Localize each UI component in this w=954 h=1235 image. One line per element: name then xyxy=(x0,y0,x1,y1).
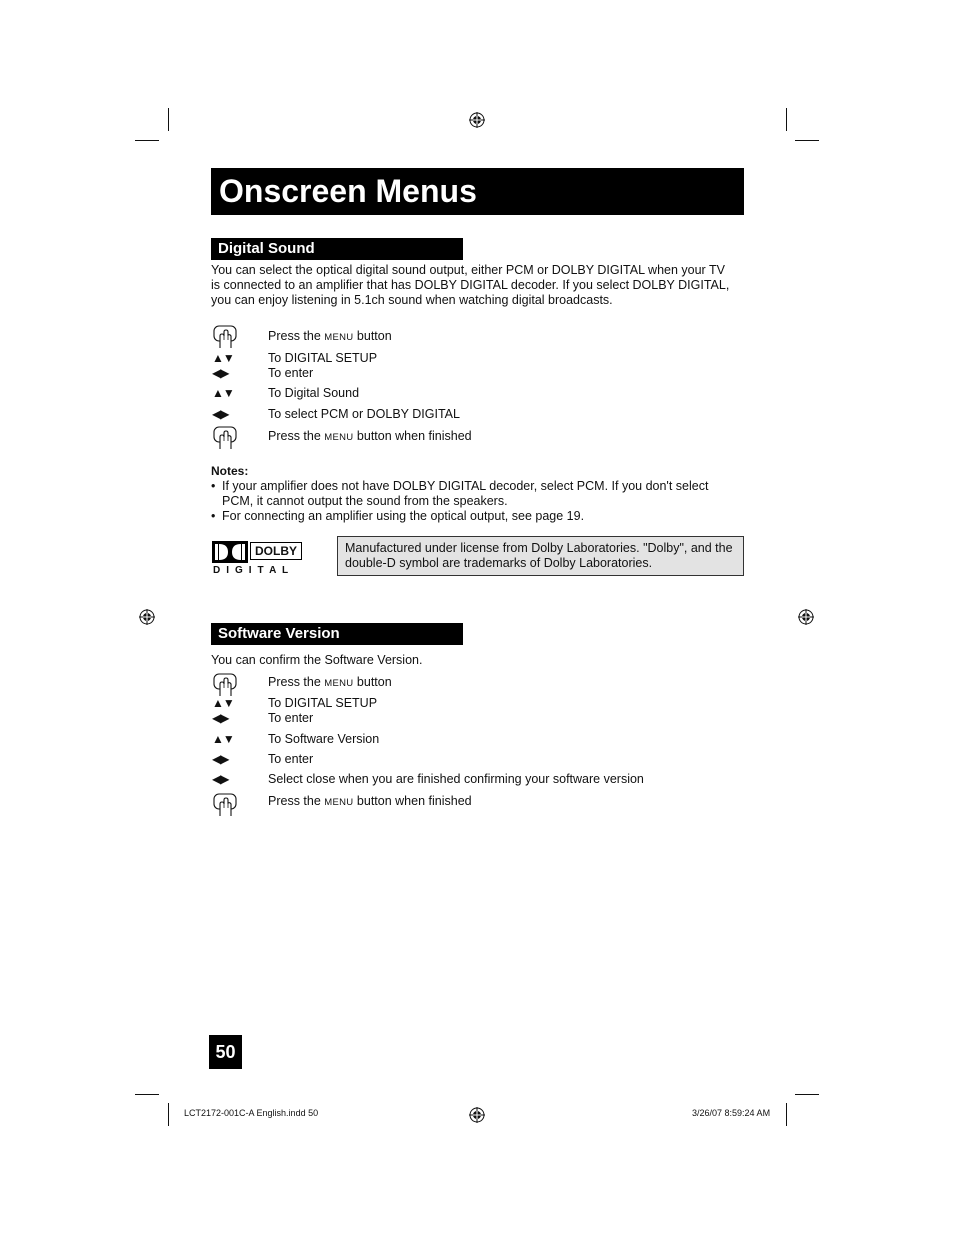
page-title: Onscreen Menus xyxy=(211,168,744,215)
step-digital-setup: To DIGITAL SETUP xyxy=(268,351,378,365)
step-press-menu xyxy=(268,329,392,345)
notes-title: Notes: xyxy=(211,464,249,478)
menu-button-hand-icon xyxy=(212,324,238,350)
menu-key-label: MENU xyxy=(324,797,354,808)
step-enter: To enter xyxy=(268,366,314,380)
step-text: Press the xyxy=(268,675,325,689)
crop-mark xyxy=(795,140,819,141)
note-item xyxy=(211,509,741,524)
bullet: • xyxy=(211,479,216,493)
step-press-menu-finished xyxy=(268,429,472,445)
crop-mark xyxy=(786,108,787,131)
section-heading-digital-sound: Digital Sound xyxy=(211,238,463,260)
registration-mark-icon xyxy=(469,1107,485,1123)
crop-mark xyxy=(786,1103,787,1126)
intro-line: is connected to an amplifier that has DOLBY DIGITAL decoder. If you select DOLBY DIGITAL, xyxy=(211,278,730,292)
crop-mark xyxy=(135,140,159,141)
step-digital-setup: To DIGITAL SETUP xyxy=(268,696,378,710)
left-right-arrow-icon: ◀▶ xyxy=(212,752,229,766)
software-version-intro: You can confirm the Software Version. xyxy=(211,653,423,667)
intro-line: You can select the optical digital sound output, either PCM or DOLBY DIGITAL when your TV xyxy=(211,263,725,277)
menu-key-label: MENU xyxy=(324,432,354,443)
step-text: button when finished xyxy=(353,794,472,808)
step-text: Press the xyxy=(268,429,325,443)
dolby-digital-logo xyxy=(212,541,306,577)
step-text: button when finished xyxy=(353,429,472,443)
note-text: If your amplifier does not have DOLBY DIGITAL decoder, select PCM. If you don't select PCM, it cannot output the sound from the speakers. xyxy=(222,479,709,508)
crop-mark xyxy=(795,1094,819,1095)
menu-button-hand-icon xyxy=(212,672,238,698)
footer-timestamp: 3/26/07 8:59:24 AM xyxy=(692,1108,771,1118)
note-item xyxy=(211,479,741,509)
step-text: button xyxy=(353,675,392,689)
dolby-wordmark: DOLBY xyxy=(250,542,302,560)
step-text: Press the xyxy=(268,794,325,808)
registration-mark-icon xyxy=(469,112,485,128)
left-right-arrow-icon: ◀▶ xyxy=(212,366,229,380)
step-digital-sound: To Digital Sound xyxy=(268,386,360,400)
registration-mark-icon xyxy=(798,609,814,625)
step-press-menu-finished xyxy=(268,794,472,810)
step-enter: To enter xyxy=(268,711,314,725)
step-select-pcm-dolby: To select PCM or DOLBY DIGITAL xyxy=(268,407,460,421)
menu-key-label: MENU xyxy=(324,332,354,343)
crop-mark xyxy=(135,1094,159,1095)
section-heading-software-version: Software Version xyxy=(211,623,463,645)
license-notice: Manufactured under license from Dolby Laboratories. "Dolby", and the double-D symbol are trademarks of Dolby Laboratories. xyxy=(337,536,744,576)
menu-key-label: MENU xyxy=(324,678,354,689)
digital-sound-intro xyxy=(211,263,745,308)
step-software-version: To Software Version xyxy=(268,732,380,746)
menu-button-hand-icon xyxy=(212,792,238,818)
step-text: button xyxy=(353,329,392,343)
up-down-arrow-icon: ▲▼ xyxy=(212,386,234,400)
step-enter: To enter xyxy=(268,752,314,766)
left-right-arrow-icon: ◀▶ xyxy=(212,772,229,786)
bullet: • xyxy=(211,509,216,523)
crop-mark xyxy=(168,1103,169,1126)
menu-button-hand-icon xyxy=(212,425,238,451)
left-right-arrow-icon: ◀▶ xyxy=(212,407,229,421)
double-d-icon xyxy=(212,541,248,563)
left-right-arrow-icon: ◀▶ xyxy=(212,711,229,725)
step-select-close: Select close when you are finished confirming your software version xyxy=(268,772,644,786)
note-text: For connecting an amplifier using the optical output, see page 19. xyxy=(222,509,585,523)
step-press-menu xyxy=(268,675,392,691)
digital-wordmark: D I G I T A L xyxy=(213,565,290,576)
up-down-arrow-icon: ▲▼ xyxy=(212,351,234,365)
crop-mark xyxy=(168,108,169,131)
footer-file-name: LCT2172-001C-A English.indd 50 xyxy=(184,1108,319,1118)
step-text: Press the xyxy=(268,329,325,343)
intro-line: you can enjoy listening in 5.1ch sound when watching digital broadcasts. xyxy=(211,293,613,307)
up-down-arrow-icon: ▲▼ xyxy=(212,732,234,746)
page-number: 50 xyxy=(209,1035,242,1069)
registration-mark-icon xyxy=(139,609,155,625)
up-down-arrow-icon: ▲▼ xyxy=(212,696,234,710)
